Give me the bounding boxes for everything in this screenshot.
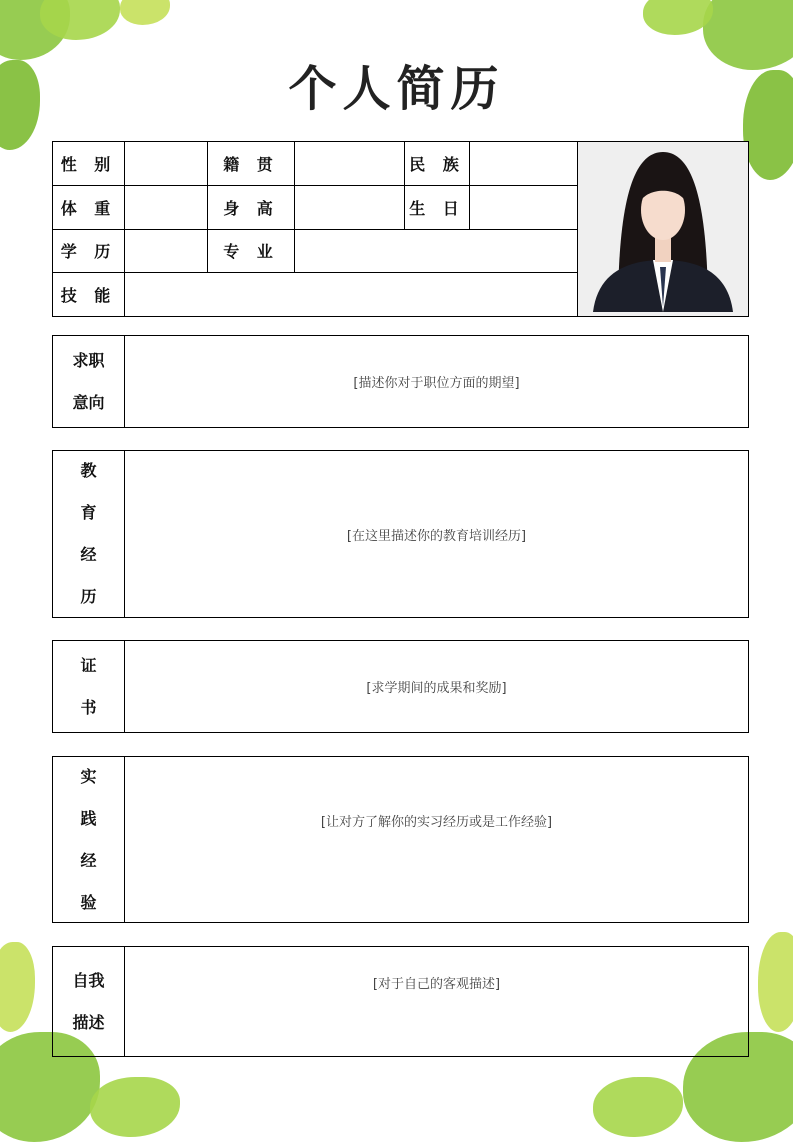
label-gender: 性 别 bbox=[53, 142, 125, 186]
section-content[interactable]: [在这里描述你的教育培训经历] bbox=[346, 528, 527, 544]
section-content[interactable]: [让对方了解你的实习经历或是工作经验] bbox=[320, 815, 553, 830]
label-height: 身 高 bbox=[208, 185, 295, 229]
label-line: 意向 bbox=[72, 392, 105, 412]
section-label bbox=[53, 451, 125, 617]
label-line: 书 bbox=[80, 697, 97, 717]
section-certificates bbox=[52, 640, 749, 733]
major-field[interactable] bbox=[295, 229, 578, 273]
label-ethnicity: 民 族 bbox=[405, 142, 470, 186]
section-content[interactable]: [求学期间的成果和奖励] bbox=[366, 681, 507, 696]
section-job-intention bbox=[52, 335, 749, 428]
skills-field[interactable] bbox=[125, 273, 578, 317]
birthday-field[interactable] bbox=[470, 185, 578, 229]
section-self-description bbox=[52, 946, 749, 1057]
label-line: 经 bbox=[80, 850, 97, 870]
label-line: 践 bbox=[80, 808, 97, 828]
basic-info-table bbox=[52, 141, 749, 317]
section-content[interactable]: [描述你对于职位方面的期望] bbox=[353, 376, 520, 391]
gender-field[interactable] bbox=[125, 142, 208, 186]
label-line: 求职 bbox=[72, 350, 105, 370]
portrait-image bbox=[578, 142, 748, 312]
label-major: 专 业 bbox=[208, 229, 295, 273]
section-practice-experience bbox=[52, 756, 749, 923]
native-place-field[interactable] bbox=[295, 142, 405, 186]
label-skills: 技 能 bbox=[53, 273, 125, 317]
label-line: 描述 bbox=[72, 1012, 105, 1032]
label-line: 自我 bbox=[72, 970, 105, 990]
label-line: 证 bbox=[80, 655, 97, 675]
height-field[interactable] bbox=[295, 185, 405, 229]
section-education bbox=[52, 450, 749, 618]
label-line: 实 bbox=[80, 766, 97, 786]
profile-photo bbox=[578, 142, 749, 317]
section-content[interactable]: [对于自己的客观描述] bbox=[372, 977, 501, 992]
label-line: 经 bbox=[80, 545, 97, 564]
ethnicity-field[interactable] bbox=[470, 142, 578, 186]
label-birthday: 生 日 bbox=[405, 185, 470, 229]
section-label bbox=[53, 336, 125, 427]
label-native-place: 籍 贯 bbox=[208, 142, 295, 186]
label-line: 教 bbox=[80, 461, 97, 480]
section-label bbox=[53, 641, 125, 732]
label-line: 历 bbox=[80, 587, 97, 606]
weight-field[interactable] bbox=[125, 185, 208, 229]
label-line: 育 bbox=[80, 503, 97, 522]
section-label bbox=[53, 757, 125, 922]
label-education: 学 历 bbox=[53, 229, 125, 273]
section-label bbox=[53, 947, 125, 1056]
page-title: 个人简历 bbox=[288, 61, 505, 117]
education-field[interactable] bbox=[125, 229, 208, 273]
label-line: 验 bbox=[80, 892, 97, 912]
label-weight: 体 重 bbox=[53, 185, 125, 229]
